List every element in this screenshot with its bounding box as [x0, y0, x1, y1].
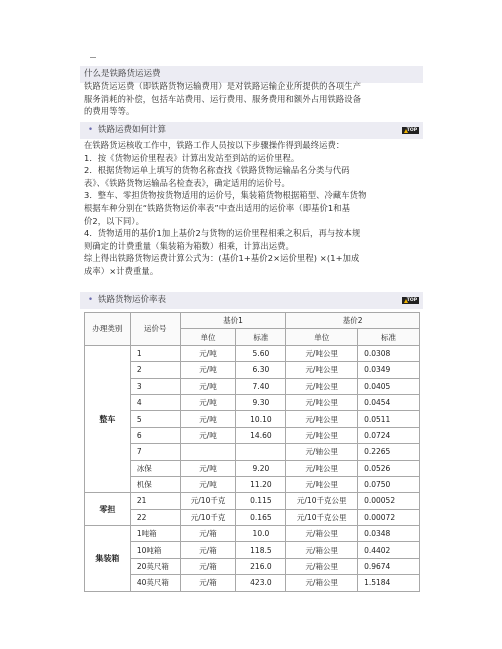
base1-standard-cell: 118.5: [236, 542, 286, 558]
base1-unit-cell: 元/吨: [180, 345, 236, 361]
base2-unit-cell: 元/吨公里: [286, 378, 358, 394]
freight-rate-table: [84, 312, 420, 592]
base1-unit-cell: 元/箱: [180, 542, 236, 558]
section-body-what-is-freight: [84, 80, 424, 118]
rate-no-cell: 1吨箱: [130, 526, 180, 542]
text-line: 4．货物适用的基价1加上基价2与货物的运价里程相乘之积后，再与按本规: [84, 228, 361, 239]
base2-standard-cell: 0.9674: [358, 558, 420, 574]
header-unit: 单位: [286, 329, 358, 345]
base1-standard-cell: 0.165: [236, 509, 286, 525]
header-category: 办理类别: [85, 313, 131, 346]
header-unit: 单位: [180, 329, 236, 345]
header-base1: 基价1: [180, 313, 286, 329]
base1-standard-cell: 9.20: [236, 460, 286, 476]
rate-no-cell: 6: [130, 427, 180, 443]
section-title: 什么是铁路货运运费: [84, 69, 161, 79]
base2-standard-cell: 0.0724: [358, 427, 420, 443]
rate-no-cell: 10吨箱: [130, 542, 180, 558]
table-row: [85, 575, 420, 591]
base1-unit-cell: 元/箱: [180, 558, 236, 574]
header-rate-no: 运价号: [130, 313, 180, 346]
section-heading-how-to-calc: [80, 122, 423, 139]
text-line: 铁路货运运费（即铁路货物运输费用）是对铁路运输企业所提供的各项生产: [84, 81, 362, 91]
base1-standard-cell: 216.0: [236, 558, 286, 574]
rate-no-cell: 21: [130, 493, 180, 509]
base2-standard-cell: 0.0511: [358, 411, 420, 427]
text-line: 3．整车、零担货物按货物适用的运价号，集装箱货物根据箱型、冷藏车货物: [84, 190, 367, 201]
base1-unit-cell: 元/10千克: [180, 493, 236, 509]
base2-unit-cell: 元/吨公里: [286, 345, 358, 361]
base2-standard-cell: 0.4402: [358, 542, 420, 558]
table-row: [85, 558, 420, 574]
table-row: [85, 394, 420, 410]
table-row: [85, 476, 420, 492]
base2-unit-cell: 元/吨公里: [286, 362, 358, 378]
base1-unit-cell: 元/吨: [180, 460, 236, 476]
table-row: [85, 509, 420, 525]
table-row: [85, 526, 420, 542]
base1-standard-cell: 6.30: [236, 362, 286, 378]
category-cell: 集装箱: [85, 526, 131, 592]
base2-standard-cell: 0.00072: [358, 509, 420, 525]
header-standard: 标准: [358, 329, 420, 345]
section-body-how-to-calc: [84, 139, 424, 278]
text-line: 服务消耗的补偿，包括车站费用、运行费用、服务费用和额外占用铁路设备: [84, 93, 362, 104]
rate-no-cell: 7: [130, 444, 180, 460]
base1-standard-cell: 0.115: [236, 493, 286, 509]
text-line: 2．根据货物运单上填写的货物名称查找《铁路货物运输品名分类与代码: [84, 165, 350, 176]
base2-standard-cell: 0.2265: [358, 444, 420, 460]
base1-unit-cell: 元/吨: [180, 427, 236, 443]
text-line: 1．按《货物运价里程表》计算出发站至到站的运价里程。: [84, 152, 300, 163]
base2-unit-cell: 元/吨公里: [286, 427, 358, 443]
base1-unit-cell: 元/10千克: [180, 509, 236, 525]
back-to-top-button[interactable]: TOP: [402, 297, 419, 304]
table-row: [85, 444, 420, 460]
base2-unit-cell: 元/吨公里: [286, 394, 358, 410]
text-line: 的费用等等。: [84, 106, 135, 117]
base1-standard-cell: 10.0: [236, 526, 286, 542]
rate-no-cell: 机保: [130, 476, 180, 492]
text-line: 价2，以下同）。: [84, 215, 145, 226]
base1-standard-cell: 11.20: [236, 476, 286, 492]
text-line: 表》、《铁路货物运输品名检查表》，确定适用的运价号。: [84, 177, 290, 188]
base2-unit-cell: 元/箱公里: [286, 575, 358, 591]
base2-unit-cell: 元/10千克公里: [286, 509, 358, 525]
category-cell: 整车: [85, 345, 131, 493]
base1-standard-cell: 5.60: [236, 345, 286, 361]
base1-unit-cell: 元/箱: [180, 575, 236, 591]
section-title: 铁路货物运价率表: [98, 295, 167, 305]
table-row: [85, 345, 420, 361]
base2-standard-cell: 0.0348: [358, 526, 420, 542]
rate-no-cell: 5: [130, 411, 180, 427]
base1-unit-cell: 元/吨: [180, 476, 236, 492]
base2-standard-cell: 1.5184: [358, 575, 420, 591]
back-to-top-button[interactable]: TOP: [402, 127, 419, 134]
base2-unit-cell: 元/吨公里: [286, 411, 358, 427]
base2-unit-cell: 元/箱公里: [286, 558, 358, 574]
table-row: [85, 542, 420, 558]
base1-unit-cell: [180, 444, 236, 460]
rate-no-cell: 22: [130, 509, 180, 525]
table-row: [85, 378, 420, 394]
header-base2: 基价2: [286, 313, 420, 329]
text-line: 综上得出铁路货物运费计算公式为：(基价1+基价2×运价里程) ×(1+加成: [84, 253, 360, 264]
base1-unit-cell: 元/吨: [180, 362, 236, 378]
section-title: 铁路运费如何计算: [98, 125, 167, 135]
rate-no-cell: 20英尺箱: [130, 558, 180, 574]
bullet-icon: •: [88, 295, 94, 305]
table-row: [85, 411, 420, 427]
base1-standard-cell: 7.40: [236, 378, 286, 394]
header-standard: 标准: [236, 329, 286, 345]
category-cell: 零担: [85, 493, 131, 526]
base2-standard-cell: 0.0308: [358, 345, 420, 361]
bullet-icon: •: [88, 125, 94, 135]
base1-standard-cell: [236, 444, 286, 460]
base2-unit-cell: 元/吨公里: [286, 460, 358, 476]
text-line: 在铁路货运核收工作中，铁路工作人员按以下步骤操作得到最终运费：: [84, 140, 345, 150]
rate-no-cell: 冰保: [130, 460, 180, 476]
base1-unit-cell: 元/吨: [180, 394, 236, 410]
table-row: [85, 362, 420, 378]
base2-standard-cell: 0.00052: [358, 493, 420, 509]
base1-standard-cell: 423.0: [236, 575, 286, 591]
base2-standard-cell: 0.0454: [358, 394, 420, 410]
base2-standard-cell: 0.0526: [358, 460, 420, 476]
table-row: [85, 460, 420, 476]
text-line: 则确定的计费重量（集装箱为箱数）相乘，计算出运费。: [84, 240, 294, 251]
base1-standard-cell: 9.30: [236, 394, 286, 410]
base1-standard-cell: 14.60: [236, 427, 286, 443]
table-row: [85, 427, 420, 443]
page-mark: [90, 57, 96, 58]
base2-standard-cell: 0.0750: [358, 476, 420, 492]
base2-unit-cell: 元/箱公里: [286, 526, 358, 542]
rate-no-cell: 1: [130, 345, 180, 361]
section-heading-rate-table: [80, 292, 423, 309]
text-line: 根据车种分别在“铁路货物运价率表”中查出适用的运价率（即基价1和基: [84, 202, 351, 213]
base1-unit-cell: 元/吨: [180, 378, 236, 394]
rate-no-cell: 4: [130, 394, 180, 410]
base1-standard-cell: 10.10: [236, 411, 286, 427]
table-row: [85, 493, 420, 509]
rate-no-cell: 3: [130, 378, 180, 394]
base2-unit-cell: 元/轴公里: [286, 444, 358, 460]
rate-no-cell: 40英尺箱: [130, 575, 180, 591]
text-line: 成率）×计费重量。: [84, 265, 159, 276]
base2-standard-cell: 0.0405: [358, 378, 420, 394]
base2-unit-cell: 元/吨公里: [286, 476, 358, 492]
base2-unit-cell: 元/箱公里: [286, 542, 358, 558]
base2-standard-cell: 0.0349: [358, 362, 420, 378]
rate-no-cell: 2: [130, 362, 180, 378]
base1-unit-cell: 元/吨: [180, 411, 236, 427]
base1-unit-cell: 元/箱: [180, 526, 236, 542]
base2-unit-cell: 元/10千克公里: [286, 493, 358, 509]
